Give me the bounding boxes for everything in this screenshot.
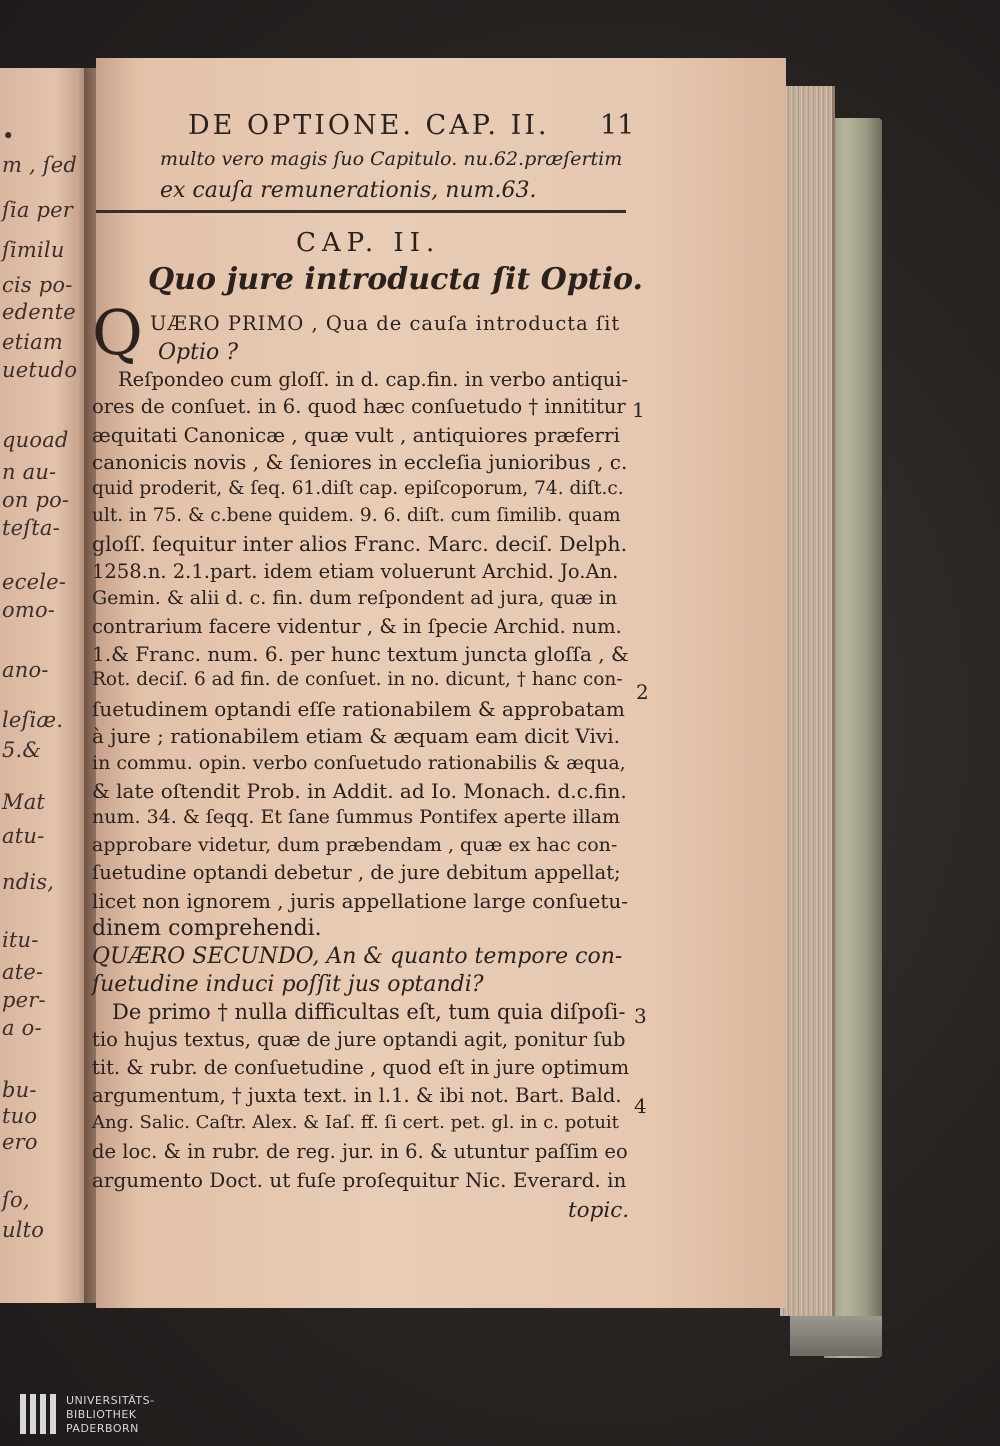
body-line: Gemin. & alii d. c. fin. dum reſpondent ad jura, quæ in bbox=[92, 587, 618, 609]
left-page-fragment: ero bbox=[2, 1130, 38, 1154]
left-page-fragment: leſiæ. bbox=[2, 708, 64, 732]
running-head: DE OPTIONE. CAP. II. bbox=[188, 110, 550, 141]
logo-line: UNIVERSITÄTS- bbox=[66, 1394, 155, 1407]
body-line: tit. & rubr. de conſuetudine , quod eſt in jure optimum bbox=[92, 1056, 630, 1079]
body-line: contrarium facere videntur , & in ſpecie Archid. num. bbox=[92, 615, 622, 638]
body-line: canonicis novis , & ſeniores in eccleſia junioribus , c. bbox=[92, 450, 628, 474]
left-page-fragment: ſia per bbox=[2, 198, 73, 222]
left-page-fragment: tuo bbox=[2, 1104, 38, 1128]
left-page-fragment: Mat bbox=[2, 790, 46, 814]
body-line: in commu. opin. verbo conſuetudo rationabilis & æqua, bbox=[92, 752, 626, 774]
left-page bbox=[0, 68, 92, 1303]
body-line: argumento Doct. ut fuſe proſequitur Nic. Everard. in bbox=[92, 1168, 627, 1192]
body-line: tio hujus textus, quæ de jure optandi agit, ponitur ſub bbox=[92, 1028, 626, 1051]
body-line: ores de conſuet. in 6. quod hæc conſuetudo † innititur bbox=[92, 395, 626, 418]
question-two-heading-cont: ſuetudine induci poſſit jus optandi? bbox=[92, 972, 484, 997]
left-page-dot: • bbox=[2, 124, 15, 148]
logo-line: PADERBORN bbox=[66, 1422, 139, 1435]
chapter-label: CAP. II. bbox=[296, 228, 441, 258]
left-page-fragment: on po- bbox=[2, 488, 70, 512]
body-line: 1258.n. 2.1.part. idem etiam voluerunt Archid. Jo.An. bbox=[92, 560, 619, 583]
question-two-heading: QUÆRO SECUNDO, An & quanto tempore con- bbox=[92, 944, 623, 969]
body-line: ſuetudinem optandi eſſe rationabilem & approbatam bbox=[92, 697, 625, 721]
page-number: 11 bbox=[600, 110, 635, 141]
left-page-fragment: ſo, bbox=[2, 1188, 30, 1212]
body-line: Rot. deciſ. 6 ad fin. de conſuet. in no. dicunt, † hanc con- bbox=[92, 669, 623, 690]
catchword: topic. bbox=[568, 1198, 630, 1223]
left-page-fragment: uetudo bbox=[2, 358, 78, 382]
intro-line: multo vero magis ſuo Capitulo. nu.62.præſertim bbox=[160, 148, 623, 170]
left-page-fragment: teſta- bbox=[2, 516, 60, 540]
body-line: à jure ; rationabilem etiam & æquam eam dicit Vivi. bbox=[92, 724, 620, 748]
question-one-heading: UÆRO PRIMO , Qua de cauſa introducta ſit bbox=[150, 312, 621, 335]
library-logo-text bbox=[66, 1394, 155, 1436]
body-line: gloſſ. ſequitur inter alios Franc. Marc. deciſ. Delph. bbox=[92, 532, 628, 556]
left-page-fragment: per- bbox=[2, 988, 46, 1012]
question-one-heading-cont: Optio ? bbox=[158, 340, 239, 365]
left-page-fragment: m , ſed bbox=[2, 153, 77, 177]
left-page-fragment: ndis, bbox=[2, 870, 55, 894]
body-line: de loc. & in rubr. de reg. jur. in 6. & utuntur paſſim eo bbox=[92, 1140, 628, 1163]
left-page-fragment: 5.& bbox=[2, 738, 42, 762]
body-line: Ang. Salic. Caſtr. Alex. & Iaſ. ff. ſi cert. pet. gl. in c. potuit bbox=[92, 1112, 619, 1133]
left-page-fragment: cis po- bbox=[2, 273, 73, 297]
left-page-fragment: atu- bbox=[2, 824, 45, 848]
margin-number: 1 bbox=[632, 398, 645, 422]
margin-number: 2 bbox=[636, 680, 649, 704]
left-page-fragment: edente bbox=[2, 300, 76, 324]
body-line: dinem comprehendi. bbox=[92, 916, 322, 941]
body-line: ult. in 75. & c.bene quidem. 9. 6. diſt. cum ſimilib. quam bbox=[92, 505, 621, 526]
body-line: num. 34. & ſeqq. Et ſane ſummus Pontifex aperte illam bbox=[92, 806, 620, 828]
left-page-fragment: etiam bbox=[2, 330, 64, 354]
logo-line: BIBLIOTHEK bbox=[66, 1408, 137, 1421]
page-edges bbox=[780, 86, 835, 1316]
left-page-fragment: quoad bbox=[2, 428, 69, 452]
chapter-title: Quo jure introducta ſit Optio. bbox=[148, 262, 643, 297]
body-line: quid proderit, & ſeq. 61.diſt cap. epiſcoporum, 74. diſt.c. bbox=[92, 478, 624, 499]
left-page-fragment: ulto bbox=[2, 1218, 45, 1242]
left-page-fragment: ano- bbox=[2, 658, 49, 682]
left-page-fragment: ſimilu bbox=[2, 238, 65, 262]
body-line: Reſpondeo cum gloſſ. in d. cap.fin. in verbo antiqui- bbox=[118, 368, 629, 391]
left-page-fragment: omo- bbox=[2, 598, 56, 622]
left-page-fragment: a o- bbox=[2, 1016, 42, 1040]
body-line: argumentum, † juxta text. in l.1. & ibi not. Bart. Bald. bbox=[92, 1084, 622, 1107]
body-line: De primo † nulla difficultas eſt, tum quia diſpoſi- bbox=[112, 1000, 626, 1024]
library-logo-icon bbox=[18, 1392, 58, 1436]
drop-cap: Q bbox=[92, 296, 143, 369]
body-line: ſuetudine optandi debetur , de jure debitum appellat; bbox=[92, 861, 621, 884]
intro-line: ex cauſa remunerationis, num.63. bbox=[160, 178, 537, 203]
body-line: 1.& Franc. num. 6. per hunc textum juncta gloſſa , & bbox=[92, 642, 629, 666]
left-page-fragment: n au- bbox=[2, 460, 57, 484]
body-line: æquitati Canonicæ , quæ vult , antiquiores præferri bbox=[92, 423, 620, 447]
left-page-fragment: itu- bbox=[2, 928, 39, 952]
body-line: approbare videtur, dum præbendam , quæ ex hac con- bbox=[92, 834, 618, 856]
left-page-fragment: ecele- bbox=[2, 570, 67, 594]
left-page-fragment: bu- bbox=[2, 1078, 37, 1102]
book-cover-bottom bbox=[790, 1316, 882, 1356]
margin-number: 4 bbox=[634, 1094, 647, 1118]
margin-number: 3 bbox=[634, 1004, 647, 1028]
body-line: & late oſtendit Prob. in Addit. ad Io. Monach. d.c.fin. bbox=[92, 779, 627, 803]
body-line: licet non ignorem , juris appellatione large conſuetu- bbox=[92, 889, 629, 913]
section-rule bbox=[96, 210, 626, 213]
left-page-fragment: ate- bbox=[2, 960, 44, 984]
